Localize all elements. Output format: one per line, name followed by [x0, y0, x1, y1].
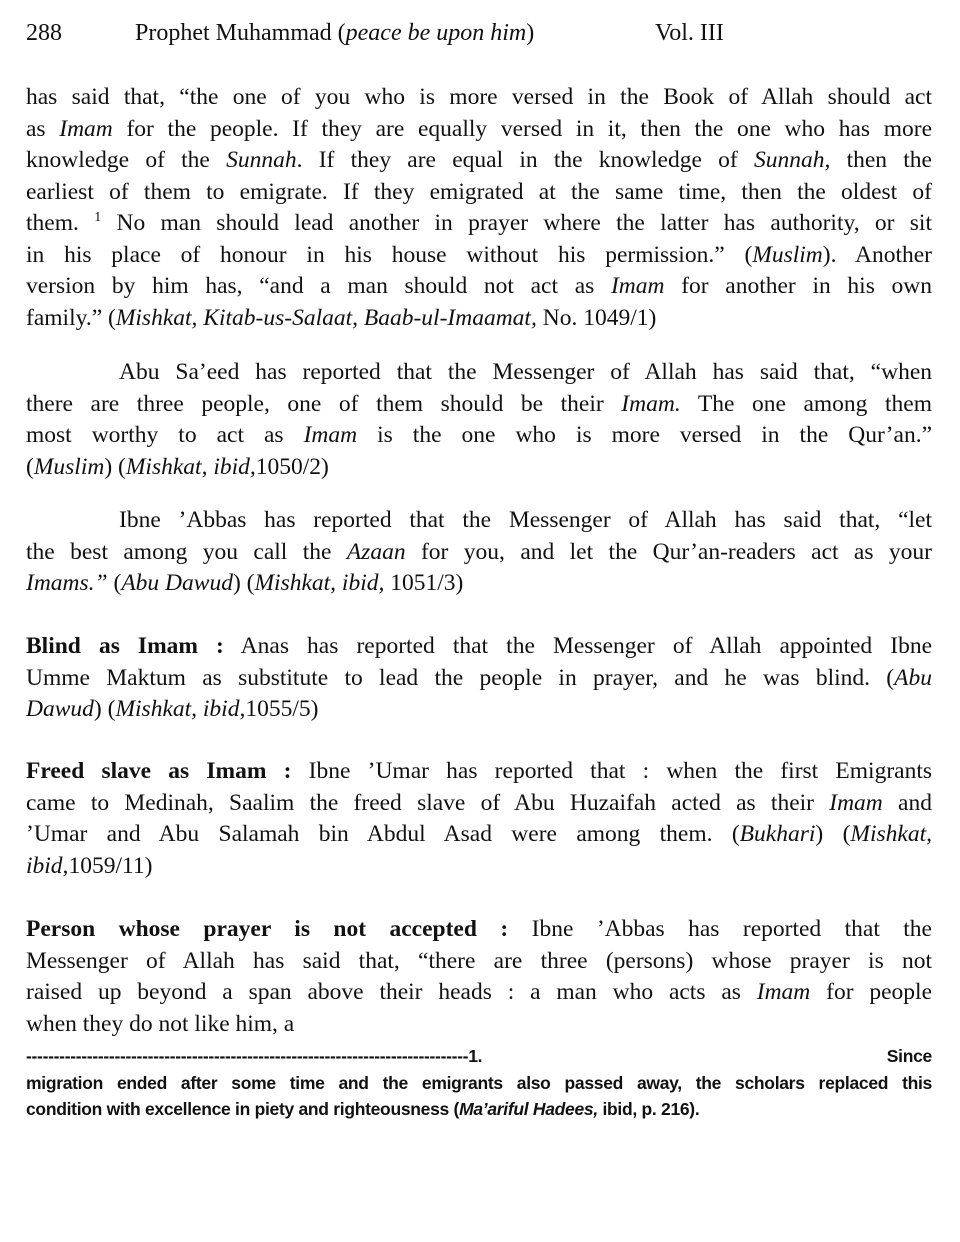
text-line: [26, 1096, 932, 1123]
text-line: [26, 1043, 932, 1070]
text-line: [26, 914, 932, 946]
text-line: [26, 389, 932, 421]
text-run: has said that, “the one of you who is more versed in the Book of Allah should act: [26, 84, 932, 110]
text-line: [26, 568, 932, 600]
text-run: is the one who is more versed in the Qur’an.”: [357, 422, 932, 448]
text-run: No man should lead another in prayer where the latter has authority, or sit: [101, 210, 932, 236]
paragraph-blind-as-imam: [26, 631, 932, 726]
italic-text: Imam: [303, 422, 358, 448]
text-run: ibid, p. 216).: [597, 1099, 700, 1119]
text-line: [26, 756, 932, 788]
italic-text: Sunnah: [226, 147, 297, 173]
italic-text: Imam: [59, 115, 113, 142]
text-line: [26, 1070, 932, 1097]
text-run: and: [882, 789, 932, 816]
text-run: --------------------------------------------------------------------------------1. Since: [26, 1046, 932, 1066]
text-run: ) (: [232, 570, 255, 596]
title-text: Prophet Muhammad (: [135, 20, 346, 46]
text-line: [26, 208, 932, 240]
italic-text: Mishkat,: [850, 821, 932, 847]
text-run: Anas has reported that the Messenger of Allah appointed Ibne: [223, 633, 933, 659]
italic-text: ibid,: [26, 852, 69, 879]
text-run: 1055/5): [245, 696, 319, 722]
text-run: in his place of honour in his house without his permission.” (: [26, 241, 753, 268]
text-line: [26, 851, 932, 883]
text-line: [26, 177, 932, 209]
text-run: 1051/3): [384, 570, 464, 596]
text-run: No. 1049/1): [536, 304, 657, 331]
title-close: ): [526, 20, 535, 46]
section-heading: Person whose prayer is not accepted :: [26, 916, 509, 942]
paragraph: [26, 357, 932, 483]
text-run: for you, and let the Qur’an-readers act as your: [405, 538, 932, 565]
text-line: [26, 663, 932, 695]
italic-text: Azaan: [346, 538, 406, 565]
text-run: raised up beyond a span above their heads : a man who acts as: [26, 979, 757, 1005]
text-run: them.: [26, 210, 95, 236]
text-run: Umme Maktum as substitute to lead the people in prayer, and he was blind. (: [26, 664, 895, 691]
italic-text: Imam: [829, 789, 883, 816]
italic-text: Abu Dawud: [121, 570, 233, 596]
text-run: ) (: [815, 821, 851, 847]
text-run: knowledge of the: [26, 147, 227, 173]
text-run: ). Another: [822, 241, 932, 268]
text-line: [26, 452, 932, 484]
italic-text: Bukhari: [739, 821, 816, 847]
text-run: most worthy to act as: [26, 422, 304, 448]
text-line: [26, 977, 932, 1009]
text-run: for the people. If they are equally versed in it, then the one who has more: [112, 115, 932, 142]
italic-text: Imam: [610, 273, 665, 299]
text-run: (: [113, 570, 122, 596]
text-run: Ibne ’Abbas has reported that the: [508, 916, 932, 942]
italic-text: Imams.”: [26, 570, 114, 596]
text-line: [26, 819, 932, 851]
text-run: for another in his own: [664, 273, 932, 299]
text-run: for people: [810, 979, 933, 1005]
text-line: [26, 420, 932, 452]
text-run: condition with excellence in piety and righteousness (: [26, 1099, 460, 1119]
text-line: [26, 537, 932, 569]
text-line: [26, 1009, 932, 1041]
text-run: (: [26, 453, 34, 480]
text-run: ) (: [104, 453, 126, 480]
italic-text: Abu: [894, 664, 932, 691]
paragraph-freed-slave-as-imam: [26, 756, 932, 882]
text-line: [26, 240, 932, 272]
page-number: 288: [26, 20, 62, 46]
text-run: The one among them: [680, 390, 932, 417]
text-run: Ibne ’Umar has reported that : when the first Emigrants: [291, 758, 932, 784]
text-run: then the: [830, 147, 932, 173]
text-run: when they do not like him, a: [26, 1010, 295, 1037]
text-line: [26, 505, 932, 537]
text-run: came to Medinah, Saalim the freed slave of Abu Huzaifah acted as their: [26, 789, 830, 816]
text-run: Ibne ’Abbas has reported that the Messenger of Allah has said that, “let: [119, 507, 932, 533]
text-line: [26, 946, 932, 978]
text-run: . If they are equal in the knowledge of: [296, 147, 754, 173]
running-title: [135, 20, 534, 47]
italic-text: Ma’ariful Hadees,: [459, 1099, 598, 1119]
text-run: Abu Sa’eed has reported that the Messenger of Allah has said that, “when: [119, 359, 932, 385]
text-run: family.” (: [26, 304, 116, 331]
text-run: there are three people, one of them should be their: [26, 390, 622, 417]
italic-text: Mishkat, ibid,: [254, 570, 385, 596]
text-run: 1050/2): [255, 453, 329, 480]
section-heading: Freed slave as Imam :: [26, 758, 292, 784]
text-line: [26, 788, 932, 820]
italic-text: Muslim: [33, 453, 105, 480]
footnote: [26, 1043, 932, 1123]
text-run: version by him has, “and a man should not act as: [26, 273, 611, 299]
volume-label: Vol. III: [655, 20, 724, 46]
text-run: ) (: [93, 696, 116, 722]
text-line: [26, 631, 932, 663]
text-run: 1059/11): [68, 852, 153, 879]
text-run: as: [26, 115, 60, 142]
paragraph-prayer-not-accepted: [26, 914, 932, 1040]
text-run: earliest of them to emigrate. If they emigrated at the same time, then the oldest of: [26, 178, 932, 205]
section-heading: Blind as Imam :: [26, 633, 224, 659]
footnote-ref: 1: [94, 210, 102, 226]
text-run: ’Umar and Abu Salamah bin Abdul Asad were among them. (: [26, 821, 740, 847]
text-run: migration ended after some time and the emigrants also passed away, the scholars replaced this: [26, 1072, 932, 1093]
italic-text: Imam: [756, 979, 811, 1005]
italic-text: Mishkat, ibid,: [115, 696, 246, 722]
italic-text: Sunnah,: [753, 147, 831, 173]
text-line: [26, 82, 932, 114]
text-line: [26, 357, 932, 389]
paragraph: [26, 82, 932, 334]
italic-text: Imam.: [621, 390, 681, 417]
text-line: [26, 271, 932, 303]
text-line: [26, 303, 932, 335]
title-honorific: peace be upon him: [345, 20, 527, 46]
text-line: [26, 114, 932, 146]
text-run: Messenger of Allah has said that, “there are three (persons) whose prayer is not: [26, 947, 932, 974]
text-line: [26, 145, 932, 177]
italic-text: Muslim: [752, 241, 823, 268]
italic-text: Mishkat, Kitab-us-Salaat, Baab-ul-Imaamat,: [115, 304, 537, 331]
paragraph: [26, 505, 932, 600]
text-line: [26, 694, 932, 726]
text-run: the best among you call the: [26, 538, 347, 565]
italic-text: Dawud: [26, 696, 94, 722]
italic-text: Mishkat, ibid,: [125, 453, 256, 480]
